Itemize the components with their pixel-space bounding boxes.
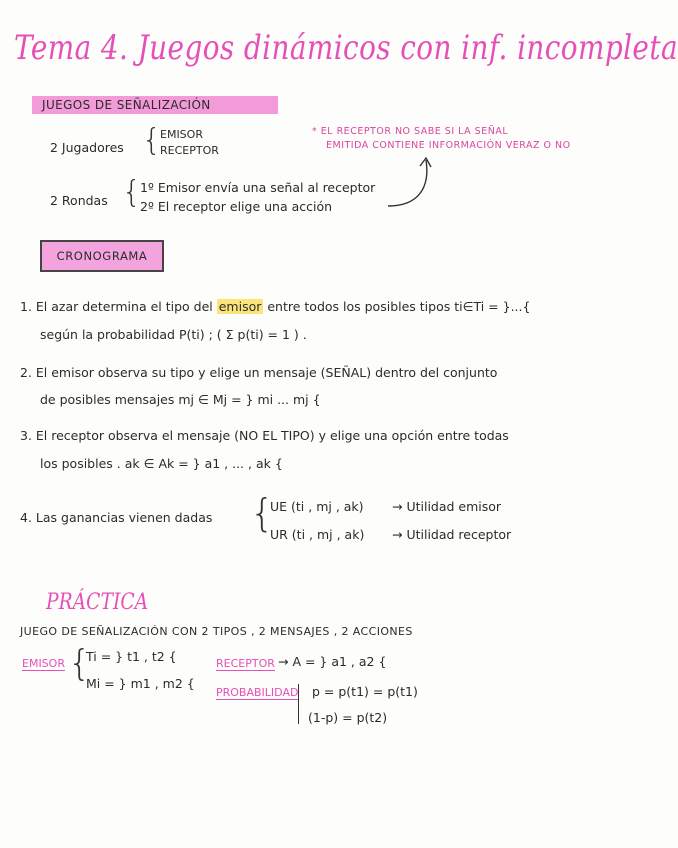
probabilidad-1p: (1-p) = p(t2): [308, 710, 388, 725]
step-1-text-a: 1. El azar determina el tipo del: [20, 299, 213, 314]
probabilidad-label: PROBABILIDAD: [216, 686, 299, 699]
ronda-2: 2º El receptor elige una acción: [140, 199, 333, 214]
brace-icon: {: [122, 175, 142, 210]
utilidad-emisor-desc: → Utilidad emisor: [392, 499, 502, 514]
step-3-line-2: los posibles . ak ∈ Ak = } a1 , ... , ak {: [40, 456, 283, 471]
divider: [298, 684, 300, 724]
brace-icon: {: [68, 643, 91, 684]
emisor-tipos: Ti = } t1 , t2 {: [86, 649, 177, 664]
utilidad-receptor-formula: UR (ti , mj , ak): [270, 527, 365, 542]
receptor-acciones: → A = } a1 , a2 {: [278, 654, 387, 669]
step-2-line-2: de posibles mensajes mj ∈ Mj = } mi ... mj {: [40, 392, 321, 407]
emisor-label: EMISOR: [22, 657, 65, 670]
jugador-receptor: RECEPTOR: [160, 144, 219, 157]
brace-icon: {: [250, 491, 275, 535]
cronograma-box: CRONOGRAMA: [40, 240, 164, 272]
practica-subtitle: JUEGO DE SEÑALIZACIÓN CON 2 TIPOS , 2 MENSAJES , 2 ACCIONES: [20, 625, 413, 638]
emisor-highlight: emisor: [218, 299, 262, 314]
probabilidad-p: p = p(t1) = p(t1): [312, 684, 418, 699]
ronda-1: 1º Emisor envía una señal al receptor: [140, 180, 376, 195]
section-heading-senalizacion: JUEGOS DE SEÑALIZACIÓN: [32, 96, 278, 114]
rondas-label: 2 Rondas: [50, 193, 108, 208]
step-1-text-b: entre todos los posibles tipos ti∈Ti = }...{: [267, 299, 531, 314]
practica-heading: PRÁCTICA: [46, 590, 149, 615]
note-line-1: * EL RECEPTOR NO SABE SI LA SEÑAL: [312, 126, 509, 137]
note-line-2: EMITIDA CONTIENE INFORMACIÓN VERAZ O NO: [326, 140, 571, 151]
brace-icon: {: [142, 123, 162, 158]
receptor-label: RECEPTOR: [216, 657, 275, 670]
step-1-line-1: [20, 299, 530, 314]
page-title: Tema 4. Juegos dinámicos con inf. incompleta: [14, 28, 678, 68]
step-2-line-1: 2. El emisor observa su tipo y elige un mensaje (SEÑAL) dentro del conjunto: [20, 365, 498, 380]
step-4-label: 4. Las ganancias vienen dadas: [20, 510, 213, 525]
utilidad-emisor-formula: UE (ti , mj , ak): [270, 499, 364, 514]
utilidad-receptor-desc: → Utilidad receptor: [392, 527, 512, 542]
step-3-line-1: 3. El receptor observa el mensaje (NO EL TIPO) y elige una opción entre todas: [20, 428, 509, 443]
jugador-emisor: EMISOR: [160, 128, 203, 141]
step-1-line-2: según la probabilidad P(ti) ; ( Σ p(ti) = 1 ) .: [40, 327, 307, 342]
jugadores-label: 2 Jugadores: [50, 140, 124, 155]
curved-arrow-icon: [380, 150, 440, 212]
emisor-mensajes: Mi = } m1 , m2 {: [86, 676, 195, 691]
